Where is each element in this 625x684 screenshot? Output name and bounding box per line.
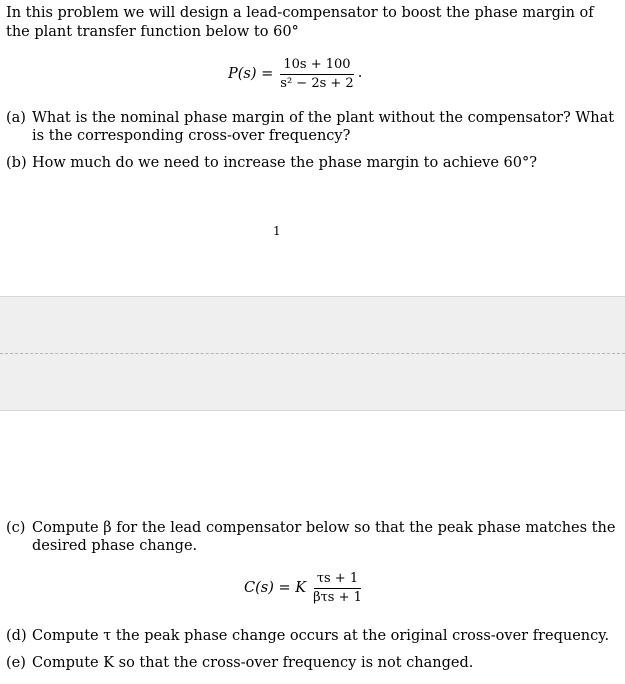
question-a-text: What is the nominal phase margin of the plant without the compensator? What is the corresponding cross-over frequency? bbox=[32, 110, 615, 144]
question-a bbox=[6, 109, 618, 145]
question-d-text: Compute τ the peak phase change occurs at the original cross-over frequency. bbox=[32, 628, 610, 644]
question-a-tag: (a) bbox=[6, 110, 26, 126]
question-e bbox=[6, 654, 618, 672]
plant-eq-period: . bbox=[357, 65, 363, 81]
question-c-tag: (c) bbox=[6, 520, 26, 536]
question-b bbox=[6, 154, 618, 172]
comp-eq-lhs: C(s) = K bbox=[244, 580, 307, 596]
page-break-band-bottom bbox=[0, 354, 625, 411]
comp-eq-numerator: τs + 1 bbox=[314, 571, 361, 589]
comp-eq-denominator: βτs + 1 bbox=[313, 590, 362, 605]
page-number: 1 bbox=[273, 224, 281, 238]
plant-transfer-equation bbox=[228, 57, 362, 91]
plant-eq-denominator: s² − 2s + 2 bbox=[280, 76, 354, 91]
question-e-tag: (e) bbox=[6, 655, 26, 671]
question-e-text: Compute K so that the cross-over frequency is not changed. bbox=[32, 655, 474, 671]
question-d bbox=[6, 627, 618, 645]
compensator-equation bbox=[244, 571, 365, 605]
plant-eq-fraction bbox=[277, 57, 356, 91]
question-c bbox=[6, 519, 618, 555]
page-break-band-top bbox=[0, 296, 625, 354]
comp-eq-fraction bbox=[310, 571, 365, 605]
intro-paragraph: In this problem we will design a lead-compensator to boost the phase margin of the plant transfer function below to 60° bbox=[6, 5, 594, 40]
question-b-text: How much do we need to increase the phase margin to achieve 60°? bbox=[32, 155, 538, 171]
plant-eq-lhs: P(s) = bbox=[228, 66, 274, 82]
question-b-tag: (b) bbox=[6, 155, 27, 171]
question-d-tag: (d) bbox=[6, 628, 27, 644]
plant-eq-numerator: 10s + 100 bbox=[280, 57, 353, 75]
question-c-text: Compute β for the lead compensator below so that the peak phase matches the desired phase change. bbox=[32, 520, 616, 554]
